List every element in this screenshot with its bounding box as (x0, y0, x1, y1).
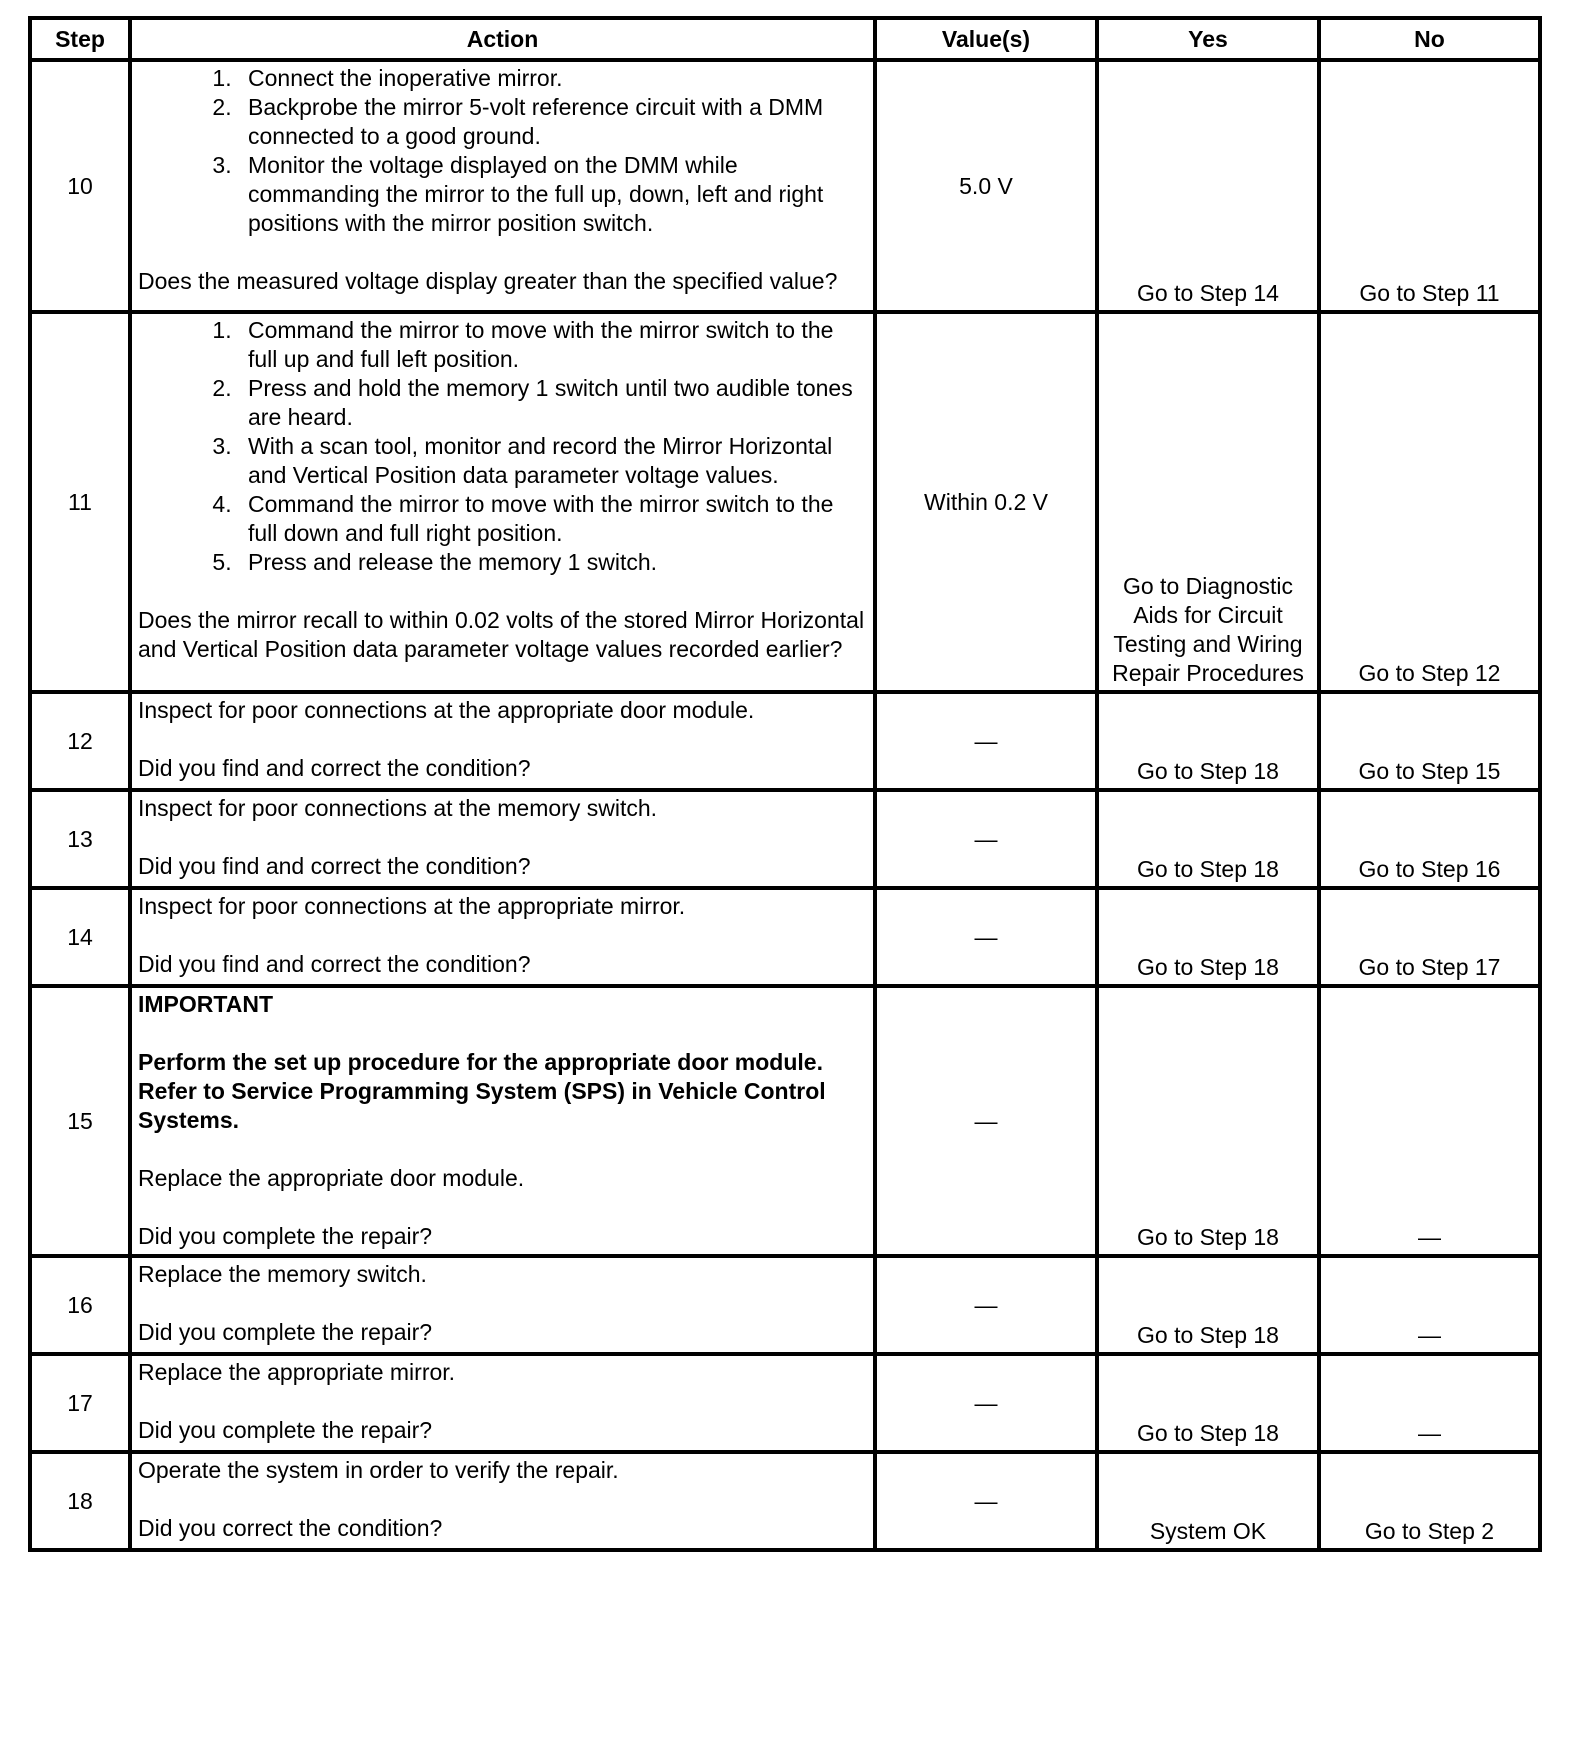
value-cell: — (875, 692, 1097, 790)
no-cell: Go to Step 11 (1319, 60, 1540, 312)
table-row (30, 312, 1540, 692)
header-no: No (1319, 18, 1540, 60)
action-cell (130, 986, 875, 1256)
value-cell: — (875, 888, 1097, 986)
value-cell: 5.0 V (875, 60, 1097, 312)
action-question: Does the mirror recall to within 0.02 volts of the stored Mirror Horizontal and Vertical Position data parameter voltage values recorded earlier? (138, 607, 865, 662)
action-step: 3. With a scan tool, monitor and record the Mirror Horizontal and Vertical Position data parameter voltage values. (238, 432, 867, 490)
yes-cell: Go to Step 18 (1097, 790, 1319, 888)
action-cell (130, 692, 875, 790)
no-cell: Go to Step 12 (1319, 312, 1540, 692)
no-cell: Go to Step 15 (1319, 692, 1540, 790)
value-cell: — (875, 1256, 1097, 1354)
action-instruction: Replace the memory switch. (138, 1261, 427, 1287)
action-instruction: Replace the appropriate door module. (138, 1165, 525, 1191)
action-question: Did you complete the repair? (138, 1417, 433, 1443)
value-cell: — (875, 986, 1097, 1256)
important-text: Perform the set up procedure for the appropriate door module. Refer to Service Programming System (SPS) in Vehicle Control Systems. (138, 1049, 826, 1133)
no-cell: — (1319, 986, 1540, 1256)
action-step: 2. Press and hold the memory 1 switch until two audible tones are heard. (238, 374, 867, 432)
action-step: 1. Connect the inoperative mirror. (238, 64, 867, 93)
action-cell (130, 1256, 875, 1354)
action-cell (130, 888, 875, 986)
table-row (30, 1256, 1540, 1354)
value-cell: Within 0.2 V (875, 312, 1097, 692)
yes-cell: System OK (1097, 1452, 1319, 1550)
action-instruction: Replace the appropriate mirror. (138, 1359, 456, 1385)
action-cell (130, 790, 875, 888)
no-cell: Go to Step 17 (1319, 888, 1540, 986)
action-step: 4. Command the mirror to move with the mirror switch to the full down and full right position. (238, 490, 867, 548)
yes-cell: Go to Step 14 (1097, 60, 1319, 312)
table-row (30, 60, 1540, 312)
yes-cell: Go to Step 18 (1097, 692, 1319, 790)
action-question: Did you find and correct the condition? (138, 755, 531, 781)
no-cell: Go to Step 2 (1319, 1452, 1540, 1550)
action-step: 5. Press and release the memory 1 switch. (238, 548, 867, 577)
table-row (30, 1354, 1540, 1452)
action-question: Did you complete the repair? (138, 1223, 433, 1249)
header-yes: Yes (1097, 18, 1319, 60)
step-number: 16 (30, 1256, 130, 1354)
action-instruction: Inspect for poor connections at the memory switch. (138, 795, 658, 821)
action-cell (130, 1452, 875, 1550)
action-question: Did you complete the repair? (138, 1319, 433, 1345)
yes-cell: Go to Step 18 (1097, 986, 1319, 1256)
action-step: 1. Command the mirror to move with the mirror switch to the full up and full left position. (238, 316, 867, 374)
table-row (30, 888, 1540, 986)
no-cell: — (1319, 1256, 1540, 1354)
action-cell (130, 312, 875, 692)
yes-cell: Go to Step 18 (1097, 1354, 1319, 1452)
action-steps-list (138, 316, 867, 577)
table-header (30, 18, 1540, 60)
action-instruction: Inspect for poor connections at the appropriate door module. (138, 697, 755, 723)
action-step: 3. Monitor the voltage displayed on the DMM while commanding the mirror to the full up, down, left and right positions with the mirror position switch. (238, 151, 867, 238)
table-body (30, 60, 1540, 1550)
step-number: 13 (30, 790, 130, 888)
no-cell: — (1319, 1354, 1540, 1452)
action-cell (130, 1354, 875, 1452)
action-steps-list (138, 64, 867, 238)
header-step: Step (30, 18, 130, 60)
header-values: Value(s) (875, 18, 1097, 60)
step-number: 12 (30, 692, 130, 790)
table-row (30, 986, 1540, 1256)
action-instruction: Inspect for poor connections at the appropriate mirror. (138, 893, 686, 919)
action-step: 2. Backprobe the mirror 5-volt reference circuit with a DMM connected to a good ground. (238, 93, 867, 151)
action-question: Did you find and correct the condition? (138, 853, 531, 879)
step-number: 10 (30, 60, 130, 312)
value-cell: — (875, 1354, 1097, 1452)
table-row (30, 1452, 1540, 1550)
action-question: Did you find and correct the condition? (138, 951, 531, 977)
action-question: Does the measured voltage display greater than the specified value? (138, 268, 838, 294)
value-cell: — (875, 790, 1097, 888)
step-number: 14 (30, 888, 130, 986)
important-label: IMPORTANT (138, 991, 274, 1017)
step-number: 17 (30, 1354, 130, 1452)
action-instruction: Operate the system in order to verify the repair. (138, 1457, 619, 1483)
yes-cell: Go to Step 18 (1097, 1256, 1319, 1354)
value-cell: — (875, 1452, 1097, 1550)
no-cell: Go to Step 16 (1319, 790, 1540, 888)
table-row (30, 692, 1540, 790)
action-question: Did you correct the condition? (138, 1515, 443, 1541)
diagnostic-table (28, 16, 1542, 1552)
step-number: 18 (30, 1452, 130, 1550)
action-cell (130, 60, 875, 312)
step-number: 11 (30, 312, 130, 692)
header-action: Action (130, 18, 875, 60)
header-row (30, 18, 1540, 60)
step-number: 15 (30, 986, 130, 1256)
table-row (30, 790, 1540, 888)
yes-cell: Go to Step 18 (1097, 888, 1319, 986)
yes-cell: Go to Diagnostic Aids for Circuit Testing and Wiring Repair Procedures (1097, 312, 1319, 692)
